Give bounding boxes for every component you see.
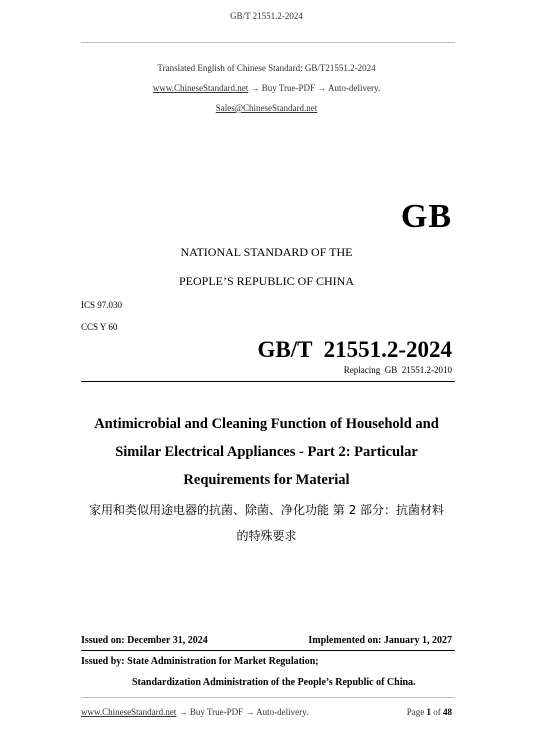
of-label: of [433, 707, 441, 717]
page-number: 1 [426, 707, 431, 717]
email-line [0, 103, 533, 113]
title-zh-line2: 的特殊要求 [236, 529, 297, 543]
footer-text: → Buy True-PDF → Auto-delivery. [176, 707, 309, 717]
header-divider [81, 42, 455, 43]
email-link[interactable]: Sales@ChineseStandard.net [215, 103, 318, 113]
implemented-on: Implemented on: January 1, 2027 [308, 635, 452, 646]
purchase-line [0, 83, 533, 93]
page-label: Page [406, 707, 425, 717]
title-divider [81, 381, 455, 382]
title-zh-line1: 家用和类似用途电器的抗菌、除菌、净化功能 第 2 部分：抗菌材料 [88, 503, 445, 517]
page-indicator [407, 707, 452, 717]
footer-site-link[interactable]: www.ChineseStandard.net [81, 707, 177, 717]
national-standard-line2: PEOPLE’S REPUBLIC OF CHINA [178, 274, 355, 288]
site-link[interactable]: www.ChineseStandard.net [152, 83, 249, 93]
national-standard-line1: NATIONAL STANDARD OF THE [180, 245, 353, 259]
ccs-code: CCS Y 60 [81, 322, 118, 332]
standard-code: GB/T 21551.2-2024 [257, 337, 452, 362]
title-en-line3: Requirements for Material [183, 472, 350, 488]
ics-code: ICS 97.030 [81, 300, 123, 310]
running-header: GB/T 21551.2-2024 [230, 11, 303, 21]
issued-by-line2: Standardization Administration of the People’s Republic of China. [132, 677, 416, 688]
title-en-line2: Similar Electrical Appliances - Part 2: Particular [115, 444, 418, 460]
footer-links [81, 707, 308, 717]
gb-logo: GB [400, 198, 452, 235]
translation-notice: Translated English of Chinese Standard: GB/T21551.2-2024 [157, 63, 376, 73]
issued-on: Issued on: December 31, 2024 [81, 635, 208, 646]
replacing-note: Replacing GB 21551.2-2010 [343, 365, 452, 375]
page-total: 48 [443, 707, 452, 717]
footer-divider [81, 697, 455, 698]
purchase-text: → Buy True-PDF → Auto-delivery. [248, 83, 381, 93]
issued-by-line1: Issued by: State Administration for Market Regulation; [81, 656, 319, 667]
issue-divider [81, 650, 455, 651]
title-en-line1: Antimicrobial and Cleaning Function of Household and [94, 416, 439, 432]
